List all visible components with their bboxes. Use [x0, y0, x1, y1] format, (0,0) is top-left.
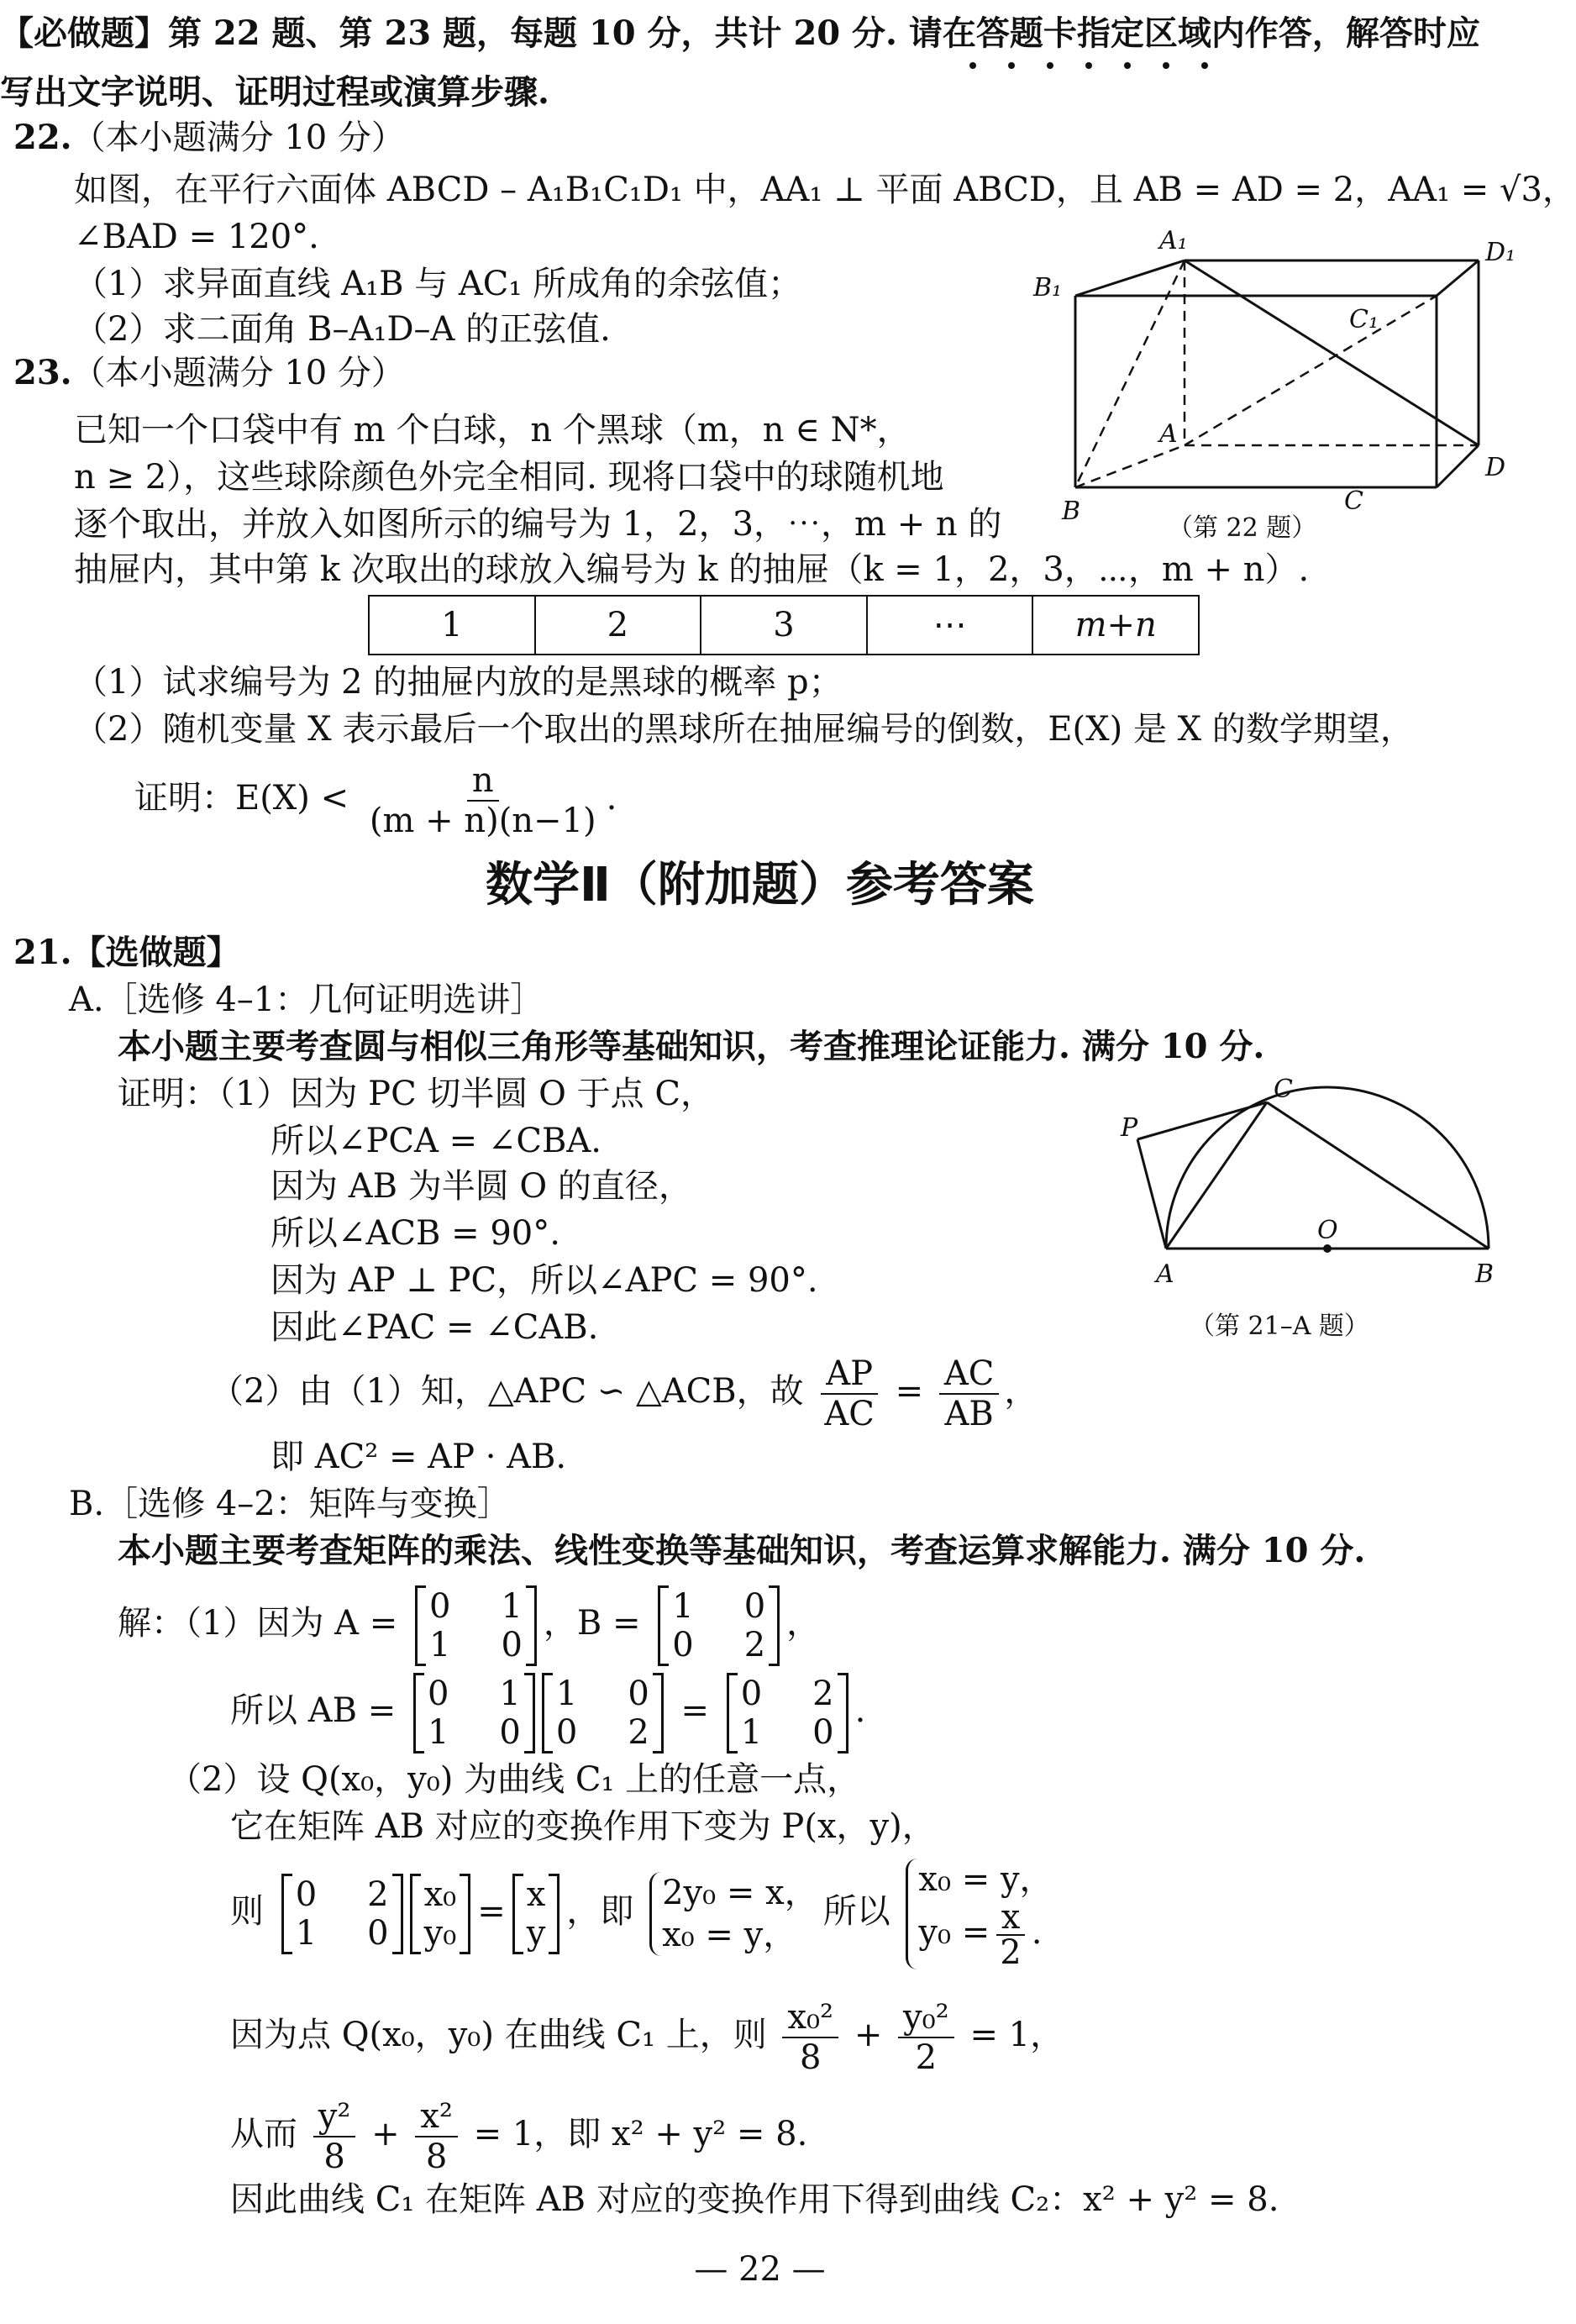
matrix-B-repeat	[542, 1673, 664, 1754]
label-A-semicircle: A	[1156, 1259, 1174, 1289]
q22-heading	[13, 116, 405, 160]
q23-proof-denominator: (m + n)(n−1)	[369, 802, 596, 840]
matrix-AB	[727, 1673, 848, 1754]
vector-x0-y0	[410, 1874, 471, 1954]
q21b-l7-f2-den: 8	[425, 2137, 448, 2176]
label-B-semicircle: B	[1475, 1259, 1495, 1289]
drawer-row	[368, 595, 1200, 655]
q21a-intro: 本小题主要考查圆与相似三角形等基础知识，考查推理论证能力. 满分 10 分.	[118, 1027, 1265, 1066]
q21b-line-1	[118, 1580, 820, 1667]
q21a-label: A.［选修 4–1：几何证明选讲］	[69, 981, 544, 1019]
system-2-eq-2	[918, 1898, 1053, 1972]
matrix-A	[415, 1585, 537, 1666]
label-C: C	[1344, 486, 1363, 516]
q21b-line-7	[230, 2097, 807, 2176]
q21b-l6-f1-den: 8	[800, 2038, 822, 2077]
q23-line-2: n ≥ 2），这些球除颜色外完全相同. 现将口袋中的球随机地	[74, 458, 944, 497]
system-2-fraction-num: x	[996, 1901, 1026, 1936]
matB-01: 0	[743, 1587, 766, 1626]
q21b-l7-f1-den: 8	[323, 2137, 345, 2176]
q21b-line-7-fraction-1	[313, 2097, 356, 2176]
q22-part-1: （1）求异面直线 A₁B 与 AC₁ 所成角的余弦值；	[74, 265, 802, 303]
matB2-11: 2	[628, 1713, 649, 1752]
system-1-eq-2: x₀ = y，	[662, 1916, 797, 1954]
q21a-line-6: 因此∠PAC = ∠CAB.	[271, 1308, 599, 1347]
q21a-figure-caption: （第 21–A 题）	[1190, 1312, 1369, 1341]
q21b-line-6-prefix: 因为点 Q(x₀，y₀) 在曲线 C₁ 上，则	[230, 2016, 767, 2054]
matA-10: 1	[429, 1626, 451, 1664]
q21a-fraction-2	[939, 1354, 1000, 1433]
q21b-l6-f2-den: 2	[915, 2038, 938, 2077]
system-2	[906, 1859, 1053, 1972]
matAB2-10: 1	[295, 1914, 318, 1953]
matB-11: 2	[743, 1626, 766, 1664]
matA2-10: 1	[427, 1713, 449, 1752]
drawer-cell-1: 1	[370, 597, 536, 654]
q21b-line-8: 因此曲线 C₁ 在矩阵 AB 对应的变换作用下得到曲线 C₂：x² + y² = 8.	[230, 2180, 1279, 2219]
matA-01: 1	[501, 1587, 523, 1626]
q21a-fraction-1-den: AC	[824, 1395, 875, 1433]
drawer-cell-2: 2	[536, 597, 702, 654]
q21b-line-6-end: = 1，	[969, 2016, 1064, 2054]
matA-11: 0	[501, 1626, 523, 1664]
drawer-cell-last: m+n	[1074, 606, 1157, 644]
q22-figure-caption: （第 22 题）	[1168, 513, 1317, 543]
q22-number: 22.	[13, 118, 72, 157]
q21a-line-7-prefix: （2）由（1）知，△APC ∽ △ACB，故	[210, 1372, 804, 1411]
q21b-line-5-mid: ，即	[566, 1892, 634, 1931]
matAB-01: 2	[812, 1675, 834, 1713]
label-O: O	[1317, 1216, 1338, 1245]
q23-part-2: （2）随机变量 X 表示最后一个取出的黑球所在抽屉编号的倒数，E(X) 是 X 的数学期望，	[74, 710, 1414, 749]
q21a-line-8: 即 AC² = AP · AB.	[271, 1438, 567, 1476]
matAB-11: 0	[812, 1713, 834, 1752]
q21b-l6-f1-num: x₀²	[782, 1998, 838, 2038]
q21a-equals: =	[895, 1372, 924, 1411]
q23-proof-end: .	[606, 779, 617, 818]
label-A: A	[1159, 419, 1178, 449]
q21b-l7-f1-num: y²	[313, 2097, 356, 2137]
q23-proof-fraction	[365, 761, 602, 840]
header-line-2: 写出文字说明、证明过程或演算步骤.	[0, 72, 549, 112]
matB2-10: 0	[555, 1713, 578, 1752]
q22-title: （本小题满分 10 分）	[71, 118, 405, 157]
system-2-eq-2-prefix: y₀ =	[918, 1913, 990, 1952]
parallelepiped-figure	[1025, 218, 1516, 555]
page-number: — 22 —	[694, 2250, 826, 2289]
label-P: P	[1121, 1113, 1138, 1143]
q21b-label: B.［选修 4–2：矩阵与变换］	[69, 1485, 511, 1523]
matrix-B	[658, 1585, 780, 1666]
header-line-1: 【必做题】第 22 题、第 23 题，每题 10 分，共计 20 分. 请在答题卡指定区域内作答，解答时应	[0, 13, 1480, 53]
q21b-line-2-prefix: 所以 AB =	[230, 1691, 397, 1730]
q21b-line-5-prefix: 则	[230, 1892, 264, 1931]
q23-line-3: 逐个取出，并放入如图所示的编号为 1，2，3，⋯，m + n 的	[74, 505, 1002, 544]
q21a-fraction-2-num: AC	[939, 1354, 1000, 1395]
q21b-line-1-prefix: 解：（1）因为 A =	[118, 1604, 398, 1643]
q21b-sep-B: ，B =	[543, 1604, 641, 1643]
system-2-eq-1: x₀ = y，	[918, 1860, 1053, 1899]
q22-part-2: （2）求二面角 B–A₁D–A 的正弦值.	[74, 310, 611, 349]
drawer-cell-ellipsis: ⋯	[868, 597, 1034, 654]
q21a-line-2: 所以∠PCA = ∠CBA.	[271, 1122, 602, 1160]
system-1-eq-1: 2y₀ = x，	[662, 1874, 818, 1912]
q21a-fraction-2-den: AB	[944, 1395, 994, 1433]
q21b-line-6-plus: +	[854, 2016, 883, 2054]
q23-heading	[13, 351, 405, 395]
q23-number: 23.	[13, 353, 72, 392]
q21a-line-3: 因为 AB 为半圆 O 的直径，	[271, 1167, 692, 1206]
matA2-01: 1	[499, 1675, 521, 1713]
q21a-line-7	[210, 1354, 1038, 1433]
matB-10: 0	[672, 1626, 694, 1664]
answers-title: 数学Ⅱ（附加题）参考答案	[486, 858, 1034, 912]
q21b-line-1-end: ，	[786, 1604, 821, 1643]
q23-proof-prefix: 证明：E(X) <	[134, 779, 349, 818]
q22-line-2: ∠BAD = 120°.	[74, 218, 319, 256]
label-C1: C₁	[1349, 305, 1379, 334]
matA2-00: 0	[427, 1675, 449, 1713]
label-D: D	[1485, 453, 1506, 482]
matA-00: 0	[429, 1587, 451, 1626]
q21b-line-7-prefix: 从而	[230, 2115, 297, 2153]
q21a-line-1: 证明：（1）因为 PC 切半圆 O 于点 C，	[118, 1075, 714, 1113]
matrix-A-repeat	[413, 1673, 535, 1754]
q21b-line-5	[230, 1859, 1059, 1972]
matAB-00: 0	[740, 1675, 763, 1713]
q21b-intro: 本小题主要考查矩阵的乘法、线性变换等基础知识，考查运算求解能力. 满分 10 分.	[118, 1531, 1366, 1570]
matB-00: 1	[672, 1587, 694, 1626]
q21b-equals: =	[680, 1691, 709, 1730]
q21b-line-3: （2）设 Q(x₀，y₀) 为曲线 C₁ 上的任意一点，	[168, 1760, 861, 1799]
q23-line-1: 已知一个口袋中有 m 个白球，n 个黑球（m，n ∈ N*，	[74, 411, 911, 450]
emphasis-dots	[932, 62, 1210, 69]
label-A1: A₁	[1159, 226, 1188, 255]
matAB2-00: 0	[295, 1875, 318, 1914]
matAB-10: 1	[740, 1713, 763, 1752]
system-2-fraction	[995, 1898, 1026, 1972]
vector-x-y	[512, 1874, 560, 1954]
q21a-line-4: 所以∠ACB = 90°.	[271, 1214, 560, 1253]
matA2-11: 0	[499, 1713, 521, 1752]
q21b-l7-f2-num: x²	[415, 2097, 458, 2137]
q23-title: （本小题满分 10 分）	[71, 354, 405, 392]
q23-part-1: （1）试求编号为 2 的抽屉内放的是黑球的概率 p；	[74, 663, 843, 702]
drawer-cell-3: 3	[701, 597, 868, 654]
q21b-l6-f2-num: y₀²	[898, 1998, 954, 2038]
q21b-line-6	[230, 1998, 1064, 2077]
q23-line-4: 抽屉内，其中第 k 次取出的球放入编号为 k 的抽屉（k = 1，2，3，⋯，m + n）.	[74, 550, 1310, 589]
matB2-01: 0	[628, 1675, 649, 1713]
label-C-semicircle: C	[1274, 1075, 1293, 1104]
system-2-fraction-den: 2	[1000, 1933, 1022, 1972]
q21b-line-6-fraction-1	[782, 1998, 838, 2077]
vec-y: y	[526, 1914, 546, 1953]
label-B1: B₁	[1033, 273, 1063, 302]
q22-line-1: 如图，在平行六面体 ABCD – A₁B₁C₁D₁ 中，AA₁ ⊥ 平面 ABCD，且 AB = AD = 2，AA₁ = √3，	[74, 171, 1576, 209]
matB2-00: 1	[555, 1675, 578, 1713]
vec-x: x	[526, 1875, 546, 1914]
q23-proof-numerator: n	[467, 761, 499, 802]
system-1	[649, 1872, 818, 1956]
q21b-equals-2: =	[477, 1892, 506, 1931]
q21b-line-7-fraction-2	[415, 2097, 458, 2176]
label-D1: D₁	[1485, 238, 1516, 267]
label-B: B	[1062, 497, 1081, 526]
system-2-end: .	[1031, 1913, 1043, 1952]
q21b-line-2	[230, 1667, 865, 1754]
matAB2-01: 2	[367, 1875, 389, 1914]
q21-heading: 21.【选做题】	[13, 933, 240, 972]
semicircle-figure	[1109, 1067, 1495, 1353]
matrix-AB-repeat	[281, 1874, 403, 1954]
vec0-y: y₀	[423, 1914, 457, 1953]
q21b-line-7-plus: +	[371, 2115, 400, 2153]
matAB2-11: 0	[367, 1914, 389, 1953]
q21a-comma: ，	[1004, 1372, 1038, 1411]
q21a-fraction-1	[819, 1354, 880, 1433]
q21b-line-5-so: 所以	[822, 1892, 890, 1931]
vec0-x: x₀	[423, 1875, 457, 1914]
q23-proof-line	[134, 761, 617, 840]
q21b-line-6-fraction-2	[898, 1998, 954, 2077]
q21b-line-2-end: .	[854, 1691, 866, 1730]
q21b-line-7-end: = 1，即 x² + y² = 8.	[473, 2115, 808, 2153]
q21a-fraction-1-num: AP	[821, 1354, 878, 1395]
q21b-line-4: 它在矩阵 AB 对应的变换作用下变为 P(x，y)，	[230, 1807, 936, 1846]
q21a-line-5: 因为 AP ⊥ PC，所以∠APC = 90°.	[271, 1261, 818, 1300]
